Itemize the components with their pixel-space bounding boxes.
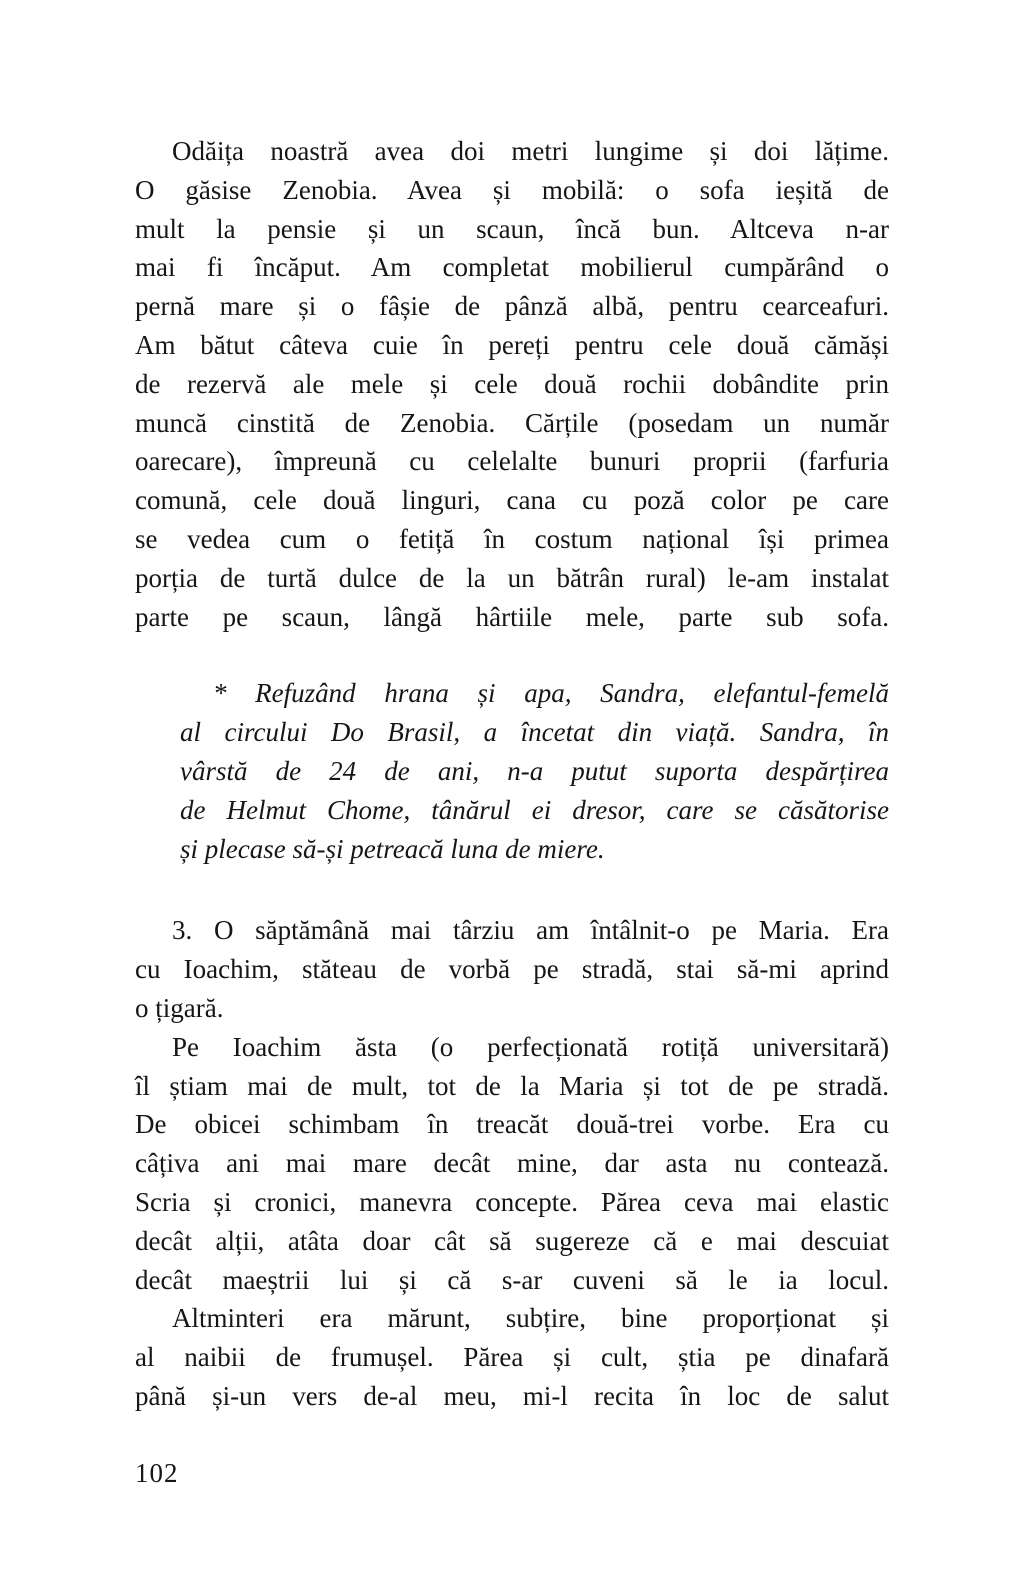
text-line: al circului Do Brasil, a încetat din viață. Sandra, în: [180, 717, 889, 748]
text-line: parte pe scaun, lângă hârtiile mele, parte sub sofa.: [135, 601, 889, 632]
text-line: De obicei schimbam în treacăt două-trei vorbe. Era cu: [135, 1109, 889, 1140]
text-line: cu Ioachim, stăteau de vorbă pe stradă, stai să-mi aprind: [135, 954, 889, 985]
text-line: de rezervă ale mele și cele două rochii dobândite prin: [135, 368, 889, 399]
text-line: Pe Ioachim ăsta (o perfecționată rotiță universitară): [172, 1031, 889, 1062]
page-number: 102: [135, 1457, 179, 1488]
text-line: Altminteri era mărunt, subțire, bine proporționat și: [172, 1303, 889, 1334]
text-line: mai fi încăput. Am completat mobilierul cumpărând o: [135, 252, 889, 283]
text-line: Am bătut câteva cuie în pereți pentru cele două cămăși: [135, 329, 889, 360]
text-line: al naibii de frumușel. Părea și cult, știa pe dinafară: [135, 1342, 889, 1373]
text-line: comună, cele două linguri, cana cu poză color pe care: [135, 485, 889, 516]
paragraph-4: [135, 1028, 889, 1300]
text-line: Scria și cronici, manevra concepte. Părea ceva mai elastic: [135, 1186, 889, 1217]
text-line: decât maeștrii lui și că s-ar cuveni să le ia locul.: [135, 1264, 889, 1295]
text-line: mult la pensie și un scaun, încă bun. Altceva n-ar: [135, 213, 889, 244]
text-line: Odăița noastră avea doi metri lungime și doi lățime.: [172, 136, 889, 166]
text-line: oarecare), împreună cu celelalte bunuri proprii (farfuria: [135, 446, 889, 477]
paragraph-quote-footnote: [180, 674, 889, 868]
text-block: [135, 132, 889, 1493]
text-line: și plecase să-și petreacă luna de miere.: [180, 833, 605, 864]
text-line: se vedea cum o fetiță în costum național își primea: [135, 523, 889, 554]
text-line: pernă mare și o fâșie de pânză albă, pentru cearceafuri.: [135, 291, 889, 322]
text-line: îl știam mai de mult, tot de la Maria și tot de pe stradă.: [135, 1070, 889, 1101]
text-line: până și-un vers de-al meu, mi-l recita în loc de salut: [135, 1380, 889, 1411]
text-line: porția de turtă dulce de la un bătrân rural) le-am instalat: [135, 562, 889, 593]
text-line: O găsise Zenobia. Avea și mobilă: o sofa ieșită de: [135, 174, 889, 205]
paragraph-5: [135, 1299, 889, 1415]
paragraph-3: [135, 911, 889, 1027]
text-line: * Refuzând hrana și apa, Sandra, elefantul-femelă: [213, 678, 889, 709]
text-line: vârstă de 24 de ani, n-a putut suporta despărțirea: [180, 755, 889, 786]
text-line: de Helmut Chome, tânărul ei dresor, care se căsătorise: [180, 794, 889, 825]
text-line: o țigară.: [135, 992, 224, 1023]
text-line: câțiva ani mai mare decât mine, dar asta nu contează.: [135, 1148, 889, 1179]
text-line: decât alții, atâta doar cât să sugereze că e mai descuiat: [135, 1225, 889, 1256]
text-line: muncă cinstită de Zenobia. Cărțile (posedam un număr: [135, 407, 889, 438]
text-line: 3. O săptămână mai târziu am întâlnit-o pe Maria. Era: [172, 915, 889, 946]
paragraph-1: [135, 132, 889, 636]
